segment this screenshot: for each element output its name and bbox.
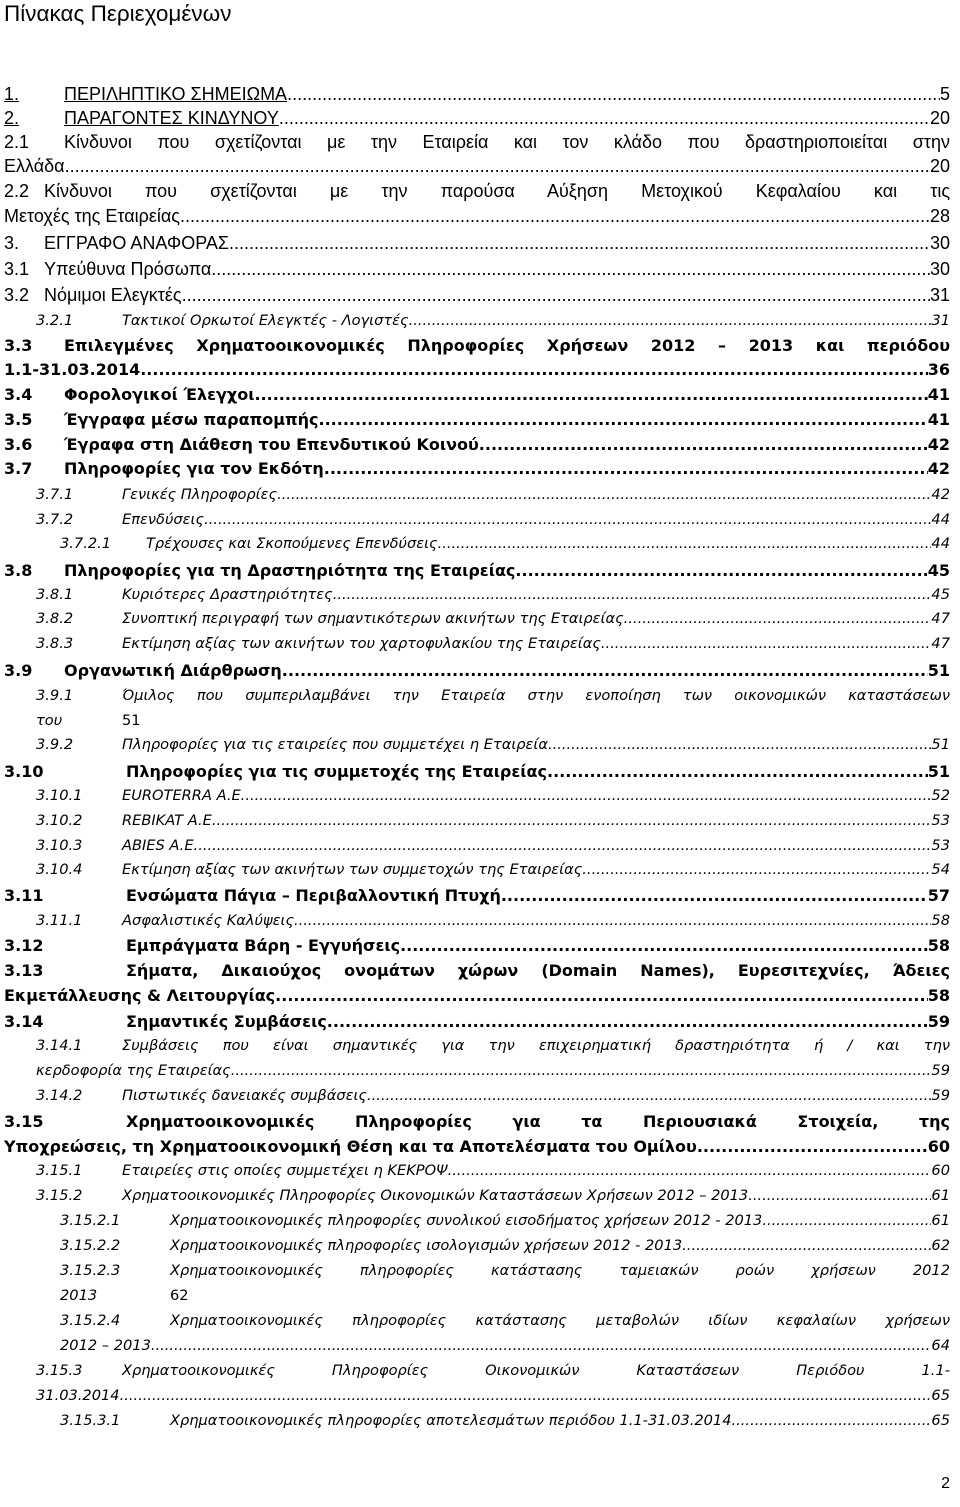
toc-entry[interactable] [36, 736, 950, 760]
toc-text: Όμιλος που συμπεριλαμβάνει την Εταιρεία στην ενοποίηση των οικονομικών καταστάσεων [122, 687, 950, 704]
toc-text: Συνοπτική περιγραφή των σημαντικότερων ακινήτων της Εταιρείας [122, 610, 624, 627]
toc-text: Ελλάδα [4, 156, 65, 176]
toc-entry[interactable] [4, 233, 950, 257]
toc-entry[interactable] [4, 762, 950, 786]
toc-text: ABIES A.E. [122, 837, 199, 854]
toc-entry[interactable] [60, 1212, 950, 1236]
toc-number: 3.10.1 [36, 787, 83, 804]
toc-page: 30 [929, 233, 950, 253]
toc-entry[interactable] [4, 410, 950, 434]
toc-leader [547, 762, 928, 781]
toc-text: 2013 [60, 1287, 98, 1304]
toc-entry[interactable] [4, 285, 950, 309]
toc-text: Τρέχουσες και Σκοπούμενες Επενδύσεις [146, 535, 438, 552]
toc-text: Χρηματοοικονομικές Πληροφορίες Οικονομικών Καταστάσεων Περιόδου 1.1- [122, 1362, 950, 1379]
toc-number: 2. [4, 108, 20, 128]
toc-title: Πίνακας Περιεχομένων [4, 1, 232, 26]
toc-page: 65 [931, 1412, 950, 1429]
toc-leader [180, 206, 930, 227]
toc-text: Σήματα, Δικαιούχος ονομάτων χώρων (Domain Names), Ευρεσιτεχνίες, Άδειες [126, 961, 950, 980]
toc-page: 59 [931, 1062, 950, 1079]
toc-page: 30 [929, 259, 950, 279]
toc-page: 31 [929, 285, 950, 305]
toc-text: Οργανωτική Διάρθρωση [64, 661, 282, 680]
toc-text: 2012 – 2013 [60, 1337, 151, 1354]
toc-number: 2.1 [4, 132, 30, 152]
toc-entry[interactable] [36, 635, 950, 659]
toc-text: Τακτικοί Ορκωτοί Ελεγκτές - Λογιστές [122, 312, 409, 329]
toc-text: 31.03.2014 [36, 1387, 120, 1404]
toc-leader [120, 1387, 932, 1404]
toc-number: 3.15 [4, 1112, 44, 1131]
toc-page: 20 [929, 156, 950, 176]
toc-text: ΠΑΡΑΓΟΝΤΕΣ ΚΙΝΔΥΝΟΥ [64, 108, 279, 128]
toc-text: του [36, 712, 63, 729]
toc-number: 3.9 [4, 661, 33, 680]
toc-page: 61 [931, 1187, 950, 1204]
toc-number: 3.11.1 [36, 912, 83, 929]
toc-leader [229, 233, 930, 254]
toc-page: 41 [927, 410, 950, 429]
toc-entry-continuation[interactable] [60, 1287, 950, 1311]
toc-page: 44 [931, 535, 950, 552]
toc-text: Χρηματοοικονομικές Πληροφορίες Οικονομικών Καταστάσεων Χρήσεων 2012 – 2013 [122, 1187, 749, 1204]
toc-text: Χρηματοοικονομικές Πληροφορίες για τα Περιουσιακά Στοιχεία, της [126, 1112, 950, 1131]
toc-leader [275, 986, 928, 1005]
toc-number: 3.8.1 [36, 586, 74, 603]
toc-entry-continuation[interactable] [4, 1137, 950, 1161]
toc-leader [367, 1087, 931, 1104]
toc-page: 58 [927, 986, 950, 1005]
toc-entry[interactable] [4, 561, 950, 585]
toc-number: 3.2.1 [36, 312, 74, 329]
toc-number: 3.7.1 [36, 486, 74, 503]
toc-number: 3.15.2.2 [60, 1237, 121, 1254]
toc-leader [515, 561, 927, 580]
toc-number: 3.9.2 [36, 736, 74, 753]
toc-page: 5 [939, 84, 950, 104]
toc-entry[interactable] [4, 181, 950, 205]
toc-page: 28 [929, 206, 950, 226]
toc-text: Εταιρείες στις οποίες συμμετέχει η ΚΕΚΡΟΨ [122, 1162, 448, 1179]
toc-text: Μετοχές της Εταιρείας [4, 206, 180, 226]
toc-text: Γενικές Πληροφορίες [122, 486, 278, 503]
toc-leader [697, 1137, 928, 1156]
toc-page: 53 [931, 812, 950, 829]
toc-entry[interactable] [4, 84, 950, 108]
toc-leader [682, 1237, 931, 1254]
toc-page: 58 [931, 912, 950, 929]
toc-text: ΠΕΡΙΛΗΠΤΙΚΟ ΣΗΜΕΙΩΜΑ [64, 84, 288, 104]
toc-leader [553, 736, 932, 753]
toc-entry[interactable] [60, 1262, 950, 1286]
toc-page: 64 [931, 1337, 950, 1354]
toc-number: 3.8 [4, 561, 33, 580]
toc-page: 65 [931, 1387, 950, 1404]
toc-number: 3.4 [4, 385, 33, 404]
toc-leader [282, 661, 928, 680]
toc-page: 57 [927, 886, 950, 905]
toc-page: 58 [927, 936, 950, 955]
toc-entry[interactable] [36, 861, 950, 885]
toc-entry-continuation[interactable] [60, 1337, 950, 1361]
toc-page: 47 [931, 635, 950, 652]
toc-text: 1.1-31.03.2014 [4, 360, 141, 379]
toc-entry[interactable] [36, 1162, 950, 1186]
toc-entry-continuation[interactable] [4, 986, 950, 1010]
toc-page: 60 [931, 1162, 950, 1179]
toc-page: 31 [931, 312, 950, 329]
toc-entry[interactable] [4, 886, 950, 910]
toc-leader [409, 312, 932, 329]
toc-text: Κίνδυνοι που σχετίζονται με την Εταιρεία και τον κλάδο που δραστηριοποιείται στην [64, 132, 950, 152]
toc-page: 20 [929, 108, 950, 128]
toc-number: 3.15.3 [36, 1362, 83, 1379]
toc-entry[interactable] [36, 687, 950, 711]
toc-number: 3.15.2.1 [60, 1212, 121, 1229]
toc-number: 3.1 [4, 259, 30, 279]
toc-entry[interactable] [36, 787, 950, 811]
toc-entry[interactable] [4, 108, 950, 132]
toc-text: Έγραφα στη Διάθεση του Επενδυτικού Κοινού [64, 435, 479, 454]
toc-leader [732, 1412, 932, 1429]
toc-leader [438, 535, 932, 552]
toc-page: 59 [927, 1012, 950, 1031]
toc-page: 60 [927, 1137, 950, 1156]
toc-number: 3.8.2 [36, 610, 74, 627]
toc-entry[interactable] [36, 586, 950, 610]
toc-text: κερδοφορία της Εταιρείας [36, 1062, 231, 1079]
toc-text: Κυριότερες Δραστηριότητες [122, 586, 333, 603]
toc-number: 3.6 [4, 435, 33, 454]
toc-leader [254, 385, 927, 404]
toc-text: Ενσώματα Πάγια – Περιβαλλοντική Πτυχή [126, 886, 501, 905]
toc-text: Χρηματοοικονομικές πληροφορίες κατάστασης μεταβολών ιδίων κεφαλαίων χρήσεων [170, 1312, 950, 1329]
toc-entry-continuation[interactable] [4, 360, 950, 384]
toc-number: 3.10.3 [36, 837, 83, 854]
toc-text: Πληροφορίες για τη Δραστηριότητα της Εταιρείας [64, 561, 516, 580]
toc-leader [279, 108, 930, 129]
toc-text: EUROTERRA A.E. [122, 787, 246, 804]
toc-leader [294, 912, 931, 929]
toc-text: Σημαντικές Συμβάσεις [126, 1012, 327, 1031]
toc-leader [333, 586, 932, 603]
toc-entry[interactable] [36, 812, 950, 836]
toc-page: 51 [122, 712, 141, 729]
toc-entry[interactable] [4, 1112, 950, 1136]
toc-page: 51 [931, 736, 950, 753]
toc-leader [501, 886, 928, 905]
toc-page: 36 [927, 360, 950, 379]
toc-text: Πληροφορίες για τις εταιρείες που συμμετέχει η Εταιρεία. [122, 736, 553, 753]
toc-text: Έγγραφα μέσω παραπομπής [64, 410, 319, 429]
toc-entry-continuation[interactable] [4, 206, 950, 230]
toc-number: 3.11 [4, 886, 44, 905]
toc-page: 51 [927, 661, 950, 680]
toc-leader [216, 812, 931, 829]
toc-number: 3.7.2.1 [60, 535, 112, 552]
toc-page: 51 [927, 762, 950, 781]
toc-leader [479, 435, 928, 454]
toc-entry[interactable] [36, 912, 950, 936]
toc-text: Εμπράγματα Βάρη - Εγγυήσεις [126, 936, 401, 955]
toc-entry[interactable] [4, 435, 950, 459]
toc-page: 41 [927, 385, 950, 404]
toc-leader [65, 156, 930, 177]
toc-page: 53 [931, 837, 950, 854]
toc-text: Υποχρεώσεις, τη Χρηματοοικονομική Θέση και τα Αποτελέσματα του Ομίλου [4, 1137, 697, 1156]
toc-leader [601, 635, 932, 652]
toc-leader [319, 410, 928, 429]
toc-entry[interactable] [36, 1087, 950, 1111]
toc-text: Πληροφορίες για τον Εκδότη [64, 459, 324, 478]
toc-number: 3.3 [4, 336, 33, 355]
toc-number: 3.15.1 [36, 1162, 83, 1179]
toc-text: Υπεύθυνα Πρόσωπα [44, 259, 212, 279]
toc-text: Ασφαλιστικές Καλύψεις [122, 912, 295, 929]
toc-text: Φορολογικοί Έλεγχοι [64, 385, 255, 404]
toc-page: 42 [927, 459, 950, 478]
toc-leader [287, 84, 940, 105]
toc-number: 2.2 [4, 181, 30, 201]
toc-entry[interactable] [60, 1412, 950, 1436]
toc-number: 3.10.2 [36, 812, 83, 829]
toc-page: 42 [927, 435, 950, 454]
toc-leader [448, 1162, 932, 1179]
toc-page: 44 [931, 511, 950, 528]
toc-text: Κίνδυνοι που σχετίζονται με την παρούσα Αύξηση Μετοχικού Κεφαλαίου και τις [44, 181, 950, 201]
toc-leader [762, 1212, 931, 1229]
toc-number: 3.7.2 [36, 511, 74, 528]
toc-text: Εκτίμηση αξίας των ακινήτων των συμμετοχών της Εταιρείας [122, 861, 583, 878]
toc-number: 3. [4, 233, 20, 253]
toc-entry[interactable] [36, 837, 950, 861]
toc-number: 3.15.2.3 [60, 1262, 121, 1279]
toc-number: 3.14 [4, 1012, 44, 1031]
toc-number: 3.14.1 [36, 1037, 83, 1054]
toc-number: 3.9.1 [36, 687, 74, 704]
toc-entry-continuation[interactable] [4, 156, 950, 180]
toc-text: Χρηματοοικονομικές πληροφορίες ισολογισμών χρήσεων 2012 - 2013 [170, 1237, 683, 1254]
toc-text: Εκτίμηση αξίας των ακινήτων του χαρτοφυλακίου της Εταιρείας [122, 635, 601, 652]
toc-leader [198, 837, 931, 854]
toc-leader [324, 459, 928, 478]
toc-entry[interactable] [60, 1237, 950, 1261]
toc-entry-continuation[interactable] [36, 712, 950, 736]
toc-text: Εκμετάλλευσης & Λειτουργίας [4, 986, 276, 1005]
toc-number: 3.2 [4, 285, 30, 305]
toc-entry[interactable] [4, 459, 950, 483]
toc-leader [277, 486, 931, 503]
toc-number: 3.15.3.1 [60, 1412, 121, 1429]
toc-leader [327, 1012, 928, 1031]
toc-entry[interactable] [36, 1037, 950, 1061]
toc-leader [231, 1062, 932, 1079]
toc-number: 3.10.4 [36, 861, 83, 878]
toc-text: Επενδύσεις [122, 511, 205, 528]
toc-leader [211, 259, 930, 280]
toc-entry[interactable] [4, 336, 950, 360]
toc-number: 3.13 [4, 961, 44, 980]
toc-leader [151, 1337, 932, 1354]
toc-text: Πιστωτικές δανειακές συμβάσεις [122, 1087, 367, 1104]
toc-page: 52 [931, 787, 950, 804]
toc-text: Χρηματοοικονομικές πληροφορίες κατάστασης ταμειακών ροών χρήσεων 2012 [170, 1262, 950, 1279]
toc-entry[interactable] [4, 259, 950, 283]
toc-entry[interactable] [4, 936, 950, 960]
toc-entry[interactable] [4, 661, 950, 685]
toc-number: 1. [4, 84, 20, 104]
toc-leader [624, 610, 932, 627]
toc-page: 62 [931, 1237, 950, 1254]
toc-text: Νόμιμοι Ελεγκτές [44, 285, 182, 305]
toc-entry[interactable] [36, 610, 950, 634]
toc-entry[interactable] [4, 961, 950, 985]
toc-number: 3.10 [4, 762, 44, 781]
toc-number: 3.5 [4, 410, 33, 429]
toc-leader [182, 285, 930, 306]
page-number: 2 [941, 1475, 950, 1492]
toc-entry[interactable] [4, 132, 950, 156]
toc-text: REBIKAT A.E. [122, 812, 217, 829]
toc-entry[interactable] [60, 535, 950, 559]
toc-entry-continuation[interactable] [36, 1387, 950, 1411]
toc-entry-continuation[interactable] [36, 1062, 950, 1086]
toc-entry[interactable] [60, 1312, 950, 1336]
toc-leader [204, 511, 931, 528]
toc-text: ΕΓΓΡΑΦΟ ΑΝΑΦΟΡΑΣ [44, 233, 230, 253]
toc-entry[interactable] [4, 385, 950, 409]
toc-page: 62 [170, 1287, 189, 1304]
toc-page: 45 [927, 561, 950, 580]
toc-leader [748, 1187, 931, 1204]
toc-entry[interactable] [36, 312, 950, 336]
toc-number: 3.15.2 [36, 1187, 83, 1204]
toc-leader [582, 861, 931, 878]
toc-entry[interactable] [36, 1362, 950, 1386]
toc-number: 3.14.2 [36, 1087, 83, 1104]
toc-number: 3.12 [4, 936, 44, 955]
toc-entry[interactable] [4, 1012, 950, 1036]
toc-leader [245, 787, 931, 804]
toc-number: 3.15.2.4 [60, 1312, 121, 1329]
toc-leader [400, 936, 928, 955]
toc-page: 47 [931, 610, 950, 627]
toc-text: Πληροφορίες για τις συμμετοχές της Εταιρείας [126, 762, 547, 781]
toc-page: 54 [931, 861, 950, 878]
toc-page: 45 [931, 586, 950, 603]
toc-page: 59 [931, 1087, 950, 1104]
toc-page: 42 [931, 486, 950, 503]
toc-number: 3.8.3 [36, 635, 74, 652]
toc-text: Χρηματοοικονομικές πληροφορίες συνολικού εισοδήματος χρήσεων 2012 - 2013 [170, 1212, 763, 1229]
toc-text: Επιλεγμένες Χρηματοοικονομικές Πληροφορίες Χρήσεων 2012 – 2013 και περιόδου [64, 336, 950, 355]
toc-text: Συμβάσεις που είναι σημαντικές για την επιχειρηματική δραστηριότητα ή / και την [122, 1037, 950, 1054]
toc-page: 61 [931, 1212, 950, 1229]
toc-entry[interactable] [36, 486, 950, 510]
toc-leader [140, 360, 928, 379]
toc-number: 3.7 [4, 459, 33, 478]
toc-entry[interactable] [36, 1187, 950, 1211]
toc-entry[interactable] [36, 511, 950, 535]
toc-text: Χρηματοοικονομικές πληροφορίες αποτελεσμάτων περιόδου 1.1-31.03.2014 [170, 1412, 732, 1429]
